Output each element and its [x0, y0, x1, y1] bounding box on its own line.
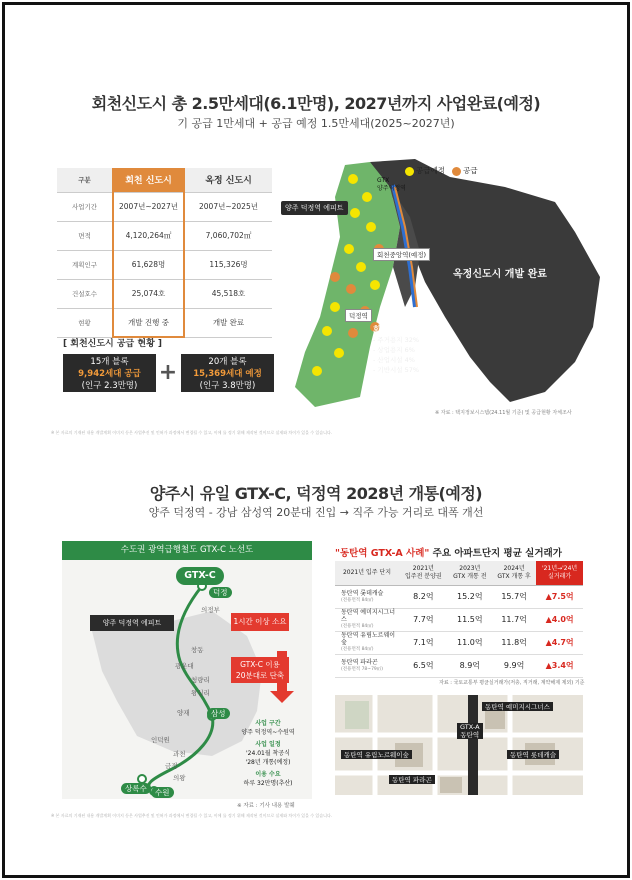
- table-header: 옥정 신도시: [184, 168, 272, 192]
- table-cell: 건설호수: [57, 279, 113, 308]
- price-cell: 11.5억: [448, 608, 492, 631]
- rail-strip: [468, 695, 478, 795]
- info-value: '24.01월 착공식 '28년 개통(예정): [245, 750, 291, 766]
- station-label: 청량리: [191, 676, 210, 684]
- legend-supplied: 공급: [463, 166, 478, 175]
- table-cell: 4,120,264㎡: [113, 221, 184, 250]
- price-cell: 8.9억: [448, 654, 492, 677]
- landuse-item: - 산업시설 4%: [373, 356, 415, 364]
- table-header: 2024년 GTX 개통 후: [492, 561, 536, 585]
- table-header: 구분: [57, 168, 113, 192]
- info-value: 양주 덕정역~수원역: [241, 729, 295, 736]
- fine-print: ※ 본 자료의 기재된 내용 개발계획 이미지 등은 사업추진 및 인허가 과정에서 변경될 수 있고, 이에 를 정기 위해 제작된 것이므로 실제와 차이가 있을 수 있습니다.: [51, 430, 333, 435]
- station-deokjeong: 덕정: [209, 587, 232, 598]
- table-header-row: [57, 168, 272, 192]
- table-cell: 2007년~2025년: [184, 192, 272, 221]
- table-cell: 2007년~2027년: [113, 192, 184, 221]
- gtx-c-badge: GTX-C: [176, 567, 224, 585]
- supply-status-title: [ 회천신도시 공급 현황 ]: [63, 339, 163, 349]
- supplied-blocks: 15개 블록: [90, 357, 129, 367]
- table-cell: 61,628명: [113, 250, 184, 279]
- table-row: [57, 192, 272, 221]
- table-header: 회천 신도시: [113, 168, 184, 192]
- table-cell: 7,060,702㎡: [184, 221, 272, 250]
- table-row: [57, 279, 272, 308]
- planned-dot-icon: [405, 167, 414, 176]
- price-table-title: [335, 545, 562, 559]
- gtx-apartment-callout: 양주 덕정역 에피트: [90, 615, 174, 631]
- price-cell: 11.0억: [448, 631, 492, 654]
- fine-print: ※ 본 자료의 기재된 내용 개발계획 이미지 등은 사업추진 및 인허가 과정에서 변경될 수 있고, 이에 를 정기 위해 제작된 것이므로 실제와 차이가 있을 수 있습니다.: [51, 813, 333, 818]
- okjeong-label: 옥정신도시 개발 완료: [453, 269, 547, 280]
- landuse-item: - 기반시설 57%: [373, 366, 420, 374]
- table-cell: 개발 완료: [184, 308, 272, 337]
- station-label: 의왕: [173, 774, 186, 782]
- plus-icon: +: [158, 360, 178, 385]
- table-cell: 면적: [57, 221, 113, 250]
- map-source: ※ 자료 : 택지정보시스템(24.11월 기준) 및 공급현황 자체조사: [435, 410, 572, 416]
- planned-blocks: 20개 블록: [208, 357, 247, 367]
- table-row: [335, 631, 583, 654]
- price-cell: 15.7억: [492, 585, 536, 608]
- map-tag: 동탄역 유림노르웨이숲: [341, 750, 412, 759]
- table-row: [57, 250, 272, 279]
- price-cell: 9.9억: [492, 654, 536, 677]
- change-cell: ▲4.7억: [536, 631, 583, 654]
- supplied-dot-icon: [452, 167, 461, 176]
- table-row: [335, 585, 583, 608]
- project-info: [233, 719, 303, 788]
- map-tag: GTX-A 동탄역: [457, 723, 483, 739]
- station-label: 과천: [173, 750, 186, 758]
- table-cell: 개발 진행 중: [113, 308, 184, 337]
- apartment-callout: 양주 덕정역 에피트: [281, 201, 348, 215]
- map-tag: 동탄역 롯데캐슬: [507, 750, 559, 759]
- price-cell: 8.2억: [399, 585, 448, 608]
- station-label: 광운대: [175, 662, 194, 670]
- complex-name: 동탄역 예미지시그너스: [341, 609, 396, 623]
- table-row: [335, 654, 583, 677]
- table-header: 2023년 GTX 개통 전: [448, 561, 492, 585]
- info-label: 이용 수요: [255, 771, 281, 778]
- change-cell: ▲3.4억: [536, 654, 583, 677]
- planned-box: [181, 354, 274, 392]
- price-cell: 7.1억: [399, 631, 448, 654]
- complex-name: 동탄역 롯데캐슬: [341, 589, 384, 597]
- title-rest: 주요 아파트단지 평균 실거래가: [429, 548, 562, 559]
- station-marker: [138, 775, 146, 783]
- station-label: 양재: [177, 709, 190, 717]
- info-label: 사업 일정: [255, 741, 281, 748]
- planned-population: (인구 3.8만명): [199, 381, 256, 391]
- table-row: [335, 608, 583, 631]
- price-cell: 7.7억: [399, 608, 448, 631]
- gtx-source: ※ 자료 : 기사 내용 발췌: [237, 803, 295, 809]
- info-label: 사업 구간: [255, 720, 281, 727]
- station-samseong: 삼성: [207, 708, 230, 719]
- landuse-title: 회천신도시 용지비율: [373, 325, 446, 334]
- time-after: GTX-C 이용 20분대로 단축: [231, 657, 289, 683]
- comparison-table: [57, 168, 272, 338]
- table-row: [57, 221, 272, 250]
- price-table: [335, 561, 583, 678]
- complex-name: 동탄역 파라곤: [341, 658, 378, 666]
- landuse-ratio: [373, 325, 445, 375]
- table-cell: 115,326명: [184, 250, 272, 279]
- station-label: 창동: [191, 646, 204, 654]
- map-legend: [405, 165, 478, 176]
- price-source: 자료 : 국토교통부 평균실거래가(저층, 직거래, 계약해제 제외) 기준: [439, 680, 585, 686]
- deokjeong-callout: 덕정역: [345, 309, 372, 322]
- complex-name: 동탄역 유림노르웨이숲: [341, 632, 396, 646]
- table-header: 2021년 입주전 분양권: [399, 561, 448, 585]
- price-cell: 11.7억: [492, 608, 536, 631]
- center-station-callout: 회천중앙역(예정): [373, 248, 430, 261]
- time-before: 1시간 이상 소요: [231, 613, 289, 631]
- section1-subtitle: 기 공급 1만세대 + 공급 예정 1.5만세대(2025~2027년): [177, 117, 455, 130]
- station-label: 금정: [165, 762, 178, 770]
- complex-area: (전용면적 84㎡): [341, 597, 374, 603]
- price-cell: 6.5억: [399, 654, 448, 677]
- landuse-item: - 상업용지 6%: [373, 346, 415, 354]
- table-header: 2021년 입주 단지: [335, 561, 399, 585]
- station-suwon: 수원: [151, 787, 174, 798]
- table-cell: 25,074호: [113, 279, 184, 308]
- station-label: 왕십리: [191, 689, 210, 697]
- change-cell: ▲4.0억: [536, 608, 583, 631]
- complex-area: (전용면적 78~79㎡): [341, 666, 384, 672]
- table-cell: 45,518호: [184, 279, 272, 308]
- map-tag: 동탄역 파라곤: [389, 775, 435, 784]
- landuse-item: - 주거용지 32%: [373, 336, 420, 344]
- complex-area: (전용면적 84㎡): [341, 624, 374, 629]
- section2-title: 양주시 유일 GTX-C, 덕정역 2028년 개통(예정): [149, 484, 483, 503]
- section2-subtitle: 양주 덕정역 - 강남 삼성역 20분대 진입 → 직주 가능 거리로 대폭 개선: [148, 506, 484, 519]
- supplied-households: 9,942세대 공급: [78, 369, 141, 379]
- table-cell: 사업기간: [57, 192, 113, 221]
- page-frame: [2, 2, 630, 878]
- table-header-row: [335, 561, 583, 585]
- station-label: 인덕원: [151, 736, 170, 744]
- station-label: 의정부: [201, 606, 220, 614]
- table-cell: 계획인구: [57, 250, 113, 279]
- complex-area: (전용면적 84㎡): [341, 647, 374, 652]
- change-cell: ▲7.5억: [536, 585, 583, 608]
- table-header: '21년→'24년 실거래가: [536, 561, 583, 585]
- price-cell: 15.2억: [448, 585, 492, 608]
- info-value: 하루 32만명(추산): [243, 780, 293, 787]
- planned-households: 15,369세대 예정: [193, 369, 262, 379]
- station-sangnoksu: 상록수: [121, 783, 151, 794]
- gtx-station-label: GTX 양주역정역: [377, 177, 406, 192]
- supplied-population: (인구 2.3만명): [81, 381, 138, 391]
- legend-planned: 공급예정: [416, 166, 445, 175]
- gtx-map-header: 수도권 광역급행철도 GTX-C 노선도: [62, 541, 312, 560]
- map-tag: 동탄역 예미지시그너스: [482, 702, 553, 711]
- table-cell: 현황: [57, 308, 113, 337]
- price-cell: 11.8억: [492, 631, 536, 654]
- table-row: [57, 308, 272, 337]
- supplied-box: [63, 354, 156, 392]
- title-highlight: "동탄역 GTX-A 사례": [335, 548, 430, 559]
- section1-title: 회천신도시 총 2.5만세대(6.1만명), 2027년까지 사업완료(예정): [91, 94, 541, 113]
